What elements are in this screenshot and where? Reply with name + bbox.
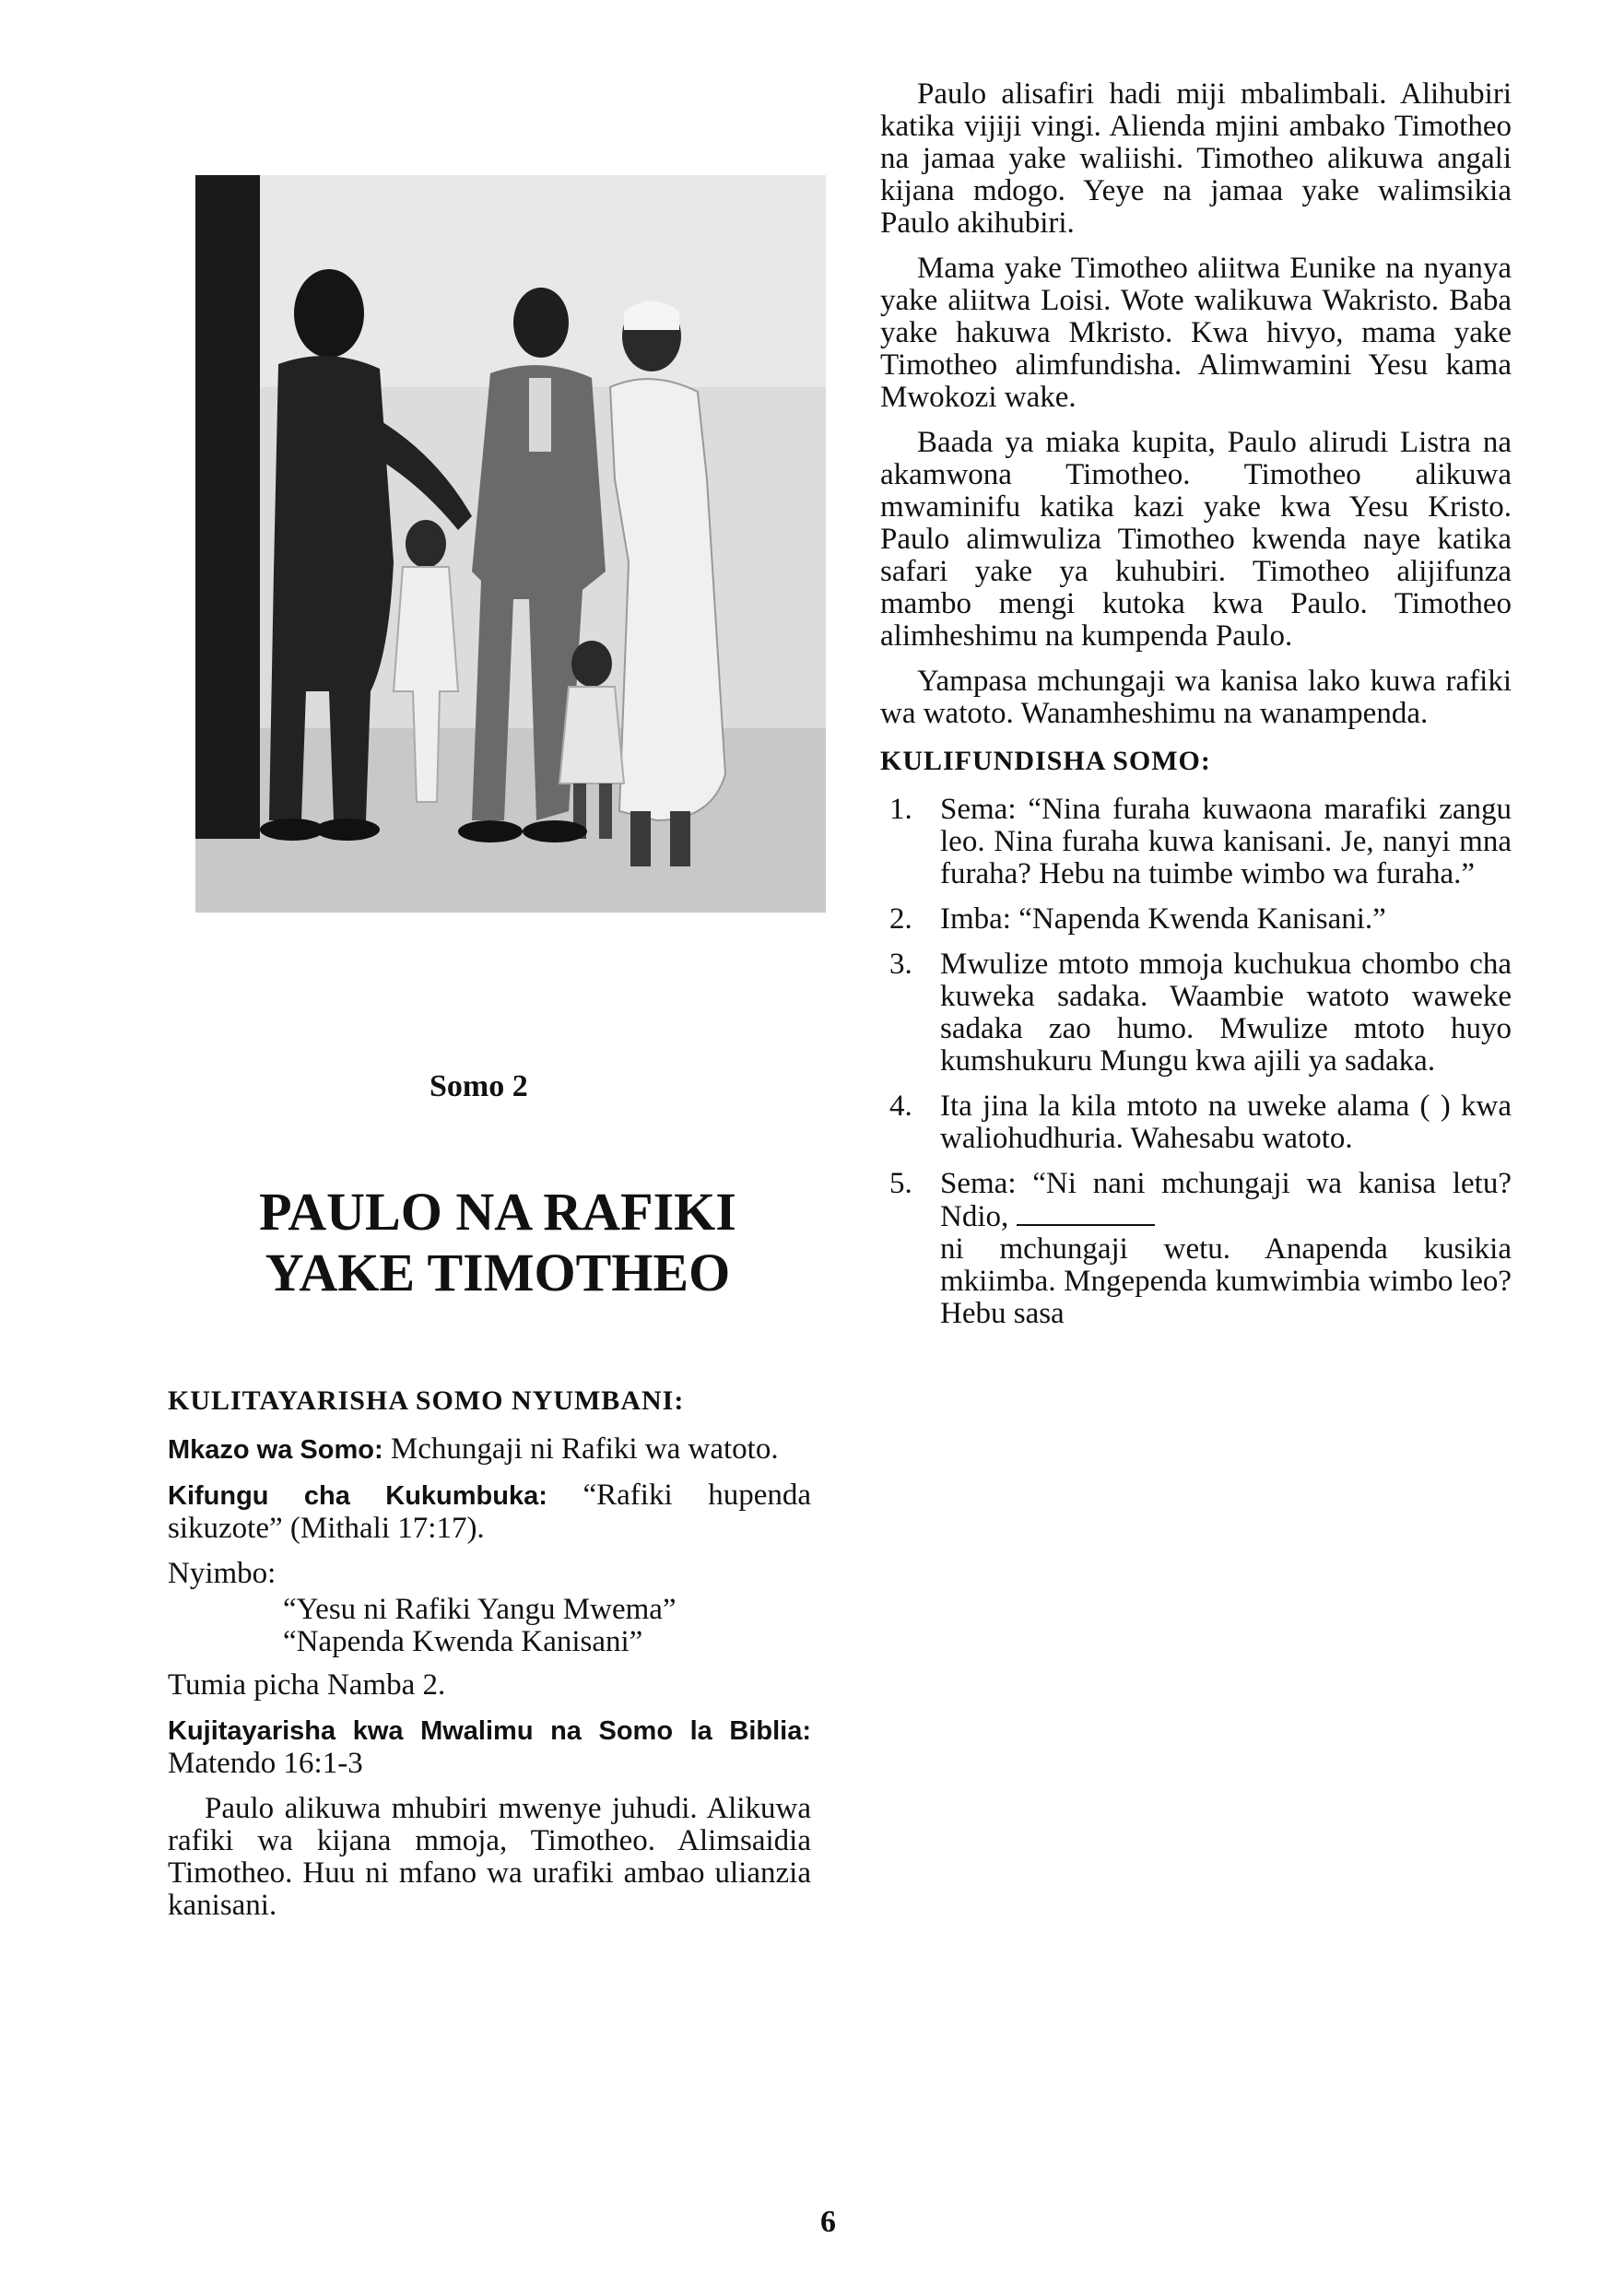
list-item bbox=[880, 1168, 1512, 1330]
step-number: 3. bbox=[889, 948, 912, 981]
pastor-name-blank bbox=[1017, 1200, 1155, 1226]
emphasis-text: Mchungaji ni Rafiki wa watoto. bbox=[382, 1432, 779, 1466]
step-number: 5. bbox=[889, 1167, 912, 1200]
lesson-title-line2: YAKE TIMOTHEO bbox=[265, 1243, 731, 1302]
lesson-title-line1: PAULO NA RAFIKI bbox=[259, 1182, 736, 1242]
page-number: 6 bbox=[820, 2205, 836, 2239]
list-item bbox=[880, 948, 1512, 1078]
teaching-steps-list bbox=[880, 794, 1512, 1330]
story-section bbox=[880, 78, 1512, 1343]
list-item bbox=[880, 794, 1512, 890]
teaching-heading: KULIFUNDISHA SOMO: bbox=[880, 746, 1211, 776]
story-paragraph-3: Mama yake Timotheo aliitwa Eunike na nyanya yake aliitwa Loisi. Wote walikuwa Wakristo. Baba yake hakuwa Mkristo. Kwa hivyo, mama yake Timotheo alimfundisha. Alimwamini Yesu kama Mwokozi wake. bbox=[880, 252, 1512, 414]
preparation-section bbox=[168, 1384, 811, 1935]
teacher-prep-text: Matendo 16:1-3 bbox=[168, 1747, 363, 1780]
step-number: 4. bbox=[889, 1090, 912, 1123]
step-number: 2. bbox=[889, 902, 912, 936]
step-text-before-blank: Sema: “Ni nani mchungaji wa kanisa letu? Ndio, bbox=[940, 1167, 1512, 1233]
lesson-number: Somo 2 bbox=[430, 1069, 528, 1103]
memory-verse-label: Kifungu cha Kukumbuka: bbox=[168, 1481, 547, 1511]
memory-verse-paragraph bbox=[168, 1479, 811, 1545]
song-item: “Napenda Kwenda Kanisani” bbox=[283, 1625, 643, 1658]
list-item bbox=[880, 1090, 1512, 1155]
photo-illustration bbox=[195, 175, 826, 913]
step-text: Imba: “Napenda Kwenda Kanisani.” bbox=[940, 902, 1386, 936]
emphasis-paragraph bbox=[168, 1433, 811, 1467]
step-text: Mwulize mtoto mmoja kuchukua chombo cha kuweka sadaka. Waambie watoto waweke sadaka zao humo. Mwulize mtoto huyo kumshukuru Mungu kwa ajili ya sadaka. bbox=[940, 948, 1512, 1078]
songs-list bbox=[168, 1594, 811, 1658]
memory-verse-text: “Rafiki hupenda sikuzote” (Mithali 17:17). bbox=[168, 1479, 811, 1545]
list-item bbox=[880, 903, 1512, 936]
step-text: Ita jina la kila mtoto na uweke alama ( ) kwa waliohudhuria. Wahesabu watoto. bbox=[940, 1090, 1512, 1155]
song-item: “Yesu ni Rafiki Yangu Mwema” bbox=[283, 1593, 677, 1626]
teacher-prep-paragraph bbox=[168, 1714, 811, 1780]
songs-label: Nyimbo: bbox=[168, 1557, 277, 1590]
teacher-prep-label: Kujitayarisha kwa Mwalimu na Somo la Biblia: bbox=[168, 1716, 811, 1746]
preparation-heading: KULITAYARISHA SOMO NYUMBANI: bbox=[168, 1385, 685, 1416]
step-text: Sema: “Nina furaha kuwaona marafiki zangu leo. Nina furaha kuwa kanisani. Je, nanyi mna furaha? Hebu na tuimbe wimbo wa furaha.” bbox=[940, 793, 1512, 890]
lesson-title bbox=[166, 1182, 830, 1303]
pastor-greeting-family-photo bbox=[195, 175, 826, 913]
story-paragraph-1: Paulo alikuwa mhubiri mwenye juhudi. Alikuwa rafiki wa kijana mmoja, Timotheo. Alimsaidia Timotheo. Huu ni mfano wa urafiki ambao ulianzia kanisani. bbox=[168, 1792, 811, 1922]
emphasis-label: Mkazo wa Somo: bbox=[168, 1435, 383, 1465]
story-paragraph-4: Baada ya miaka kupita, Paulo alirudi Listra na akamwona Timotheo. Timotheo alikuwa mwaminifu katika kazi yake kwa Yesu Kristo. Paulo alimwuliza Timotheo kwenda naye katika safari yake ya kuhubiri. Timotheo alijifunza mambo mengi kutoka kwa Paulo. Timotheo alimheshimu na kumpenda Paulo. bbox=[880, 426, 1512, 653]
story-paragraph-5: Yampasa mchungaji wa kanisa lako kuwa rafiki wa watoto. Wanamheshimu na wanampenda. bbox=[880, 665, 1512, 730]
picture-instruction: Tumia picha Namba 2. bbox=[168, 1668, 446, 1702]
story-paragraph-2: Paulo alisafiri hadi miji mbalimbali. Alihubiri katika vijiji vingi. Alienda mjini ambako Timotheo na jamaa yake waliishi. Timotheo alikuwa angali kijana mdogo. Yeye na jamaa yake walimsikia Paulo akihubiri. bbox=[880, 77, 1512, 240]
step-text-after-blank: ni mchungaji wetu. Anapenda kusikia mkiimba. Mngependa kumwimbia wimbo leo? Hebu sasa bbox=[940, 1232, 1512, 1330]
step-number: 1. bbox=[889, 793, 912, 826]
